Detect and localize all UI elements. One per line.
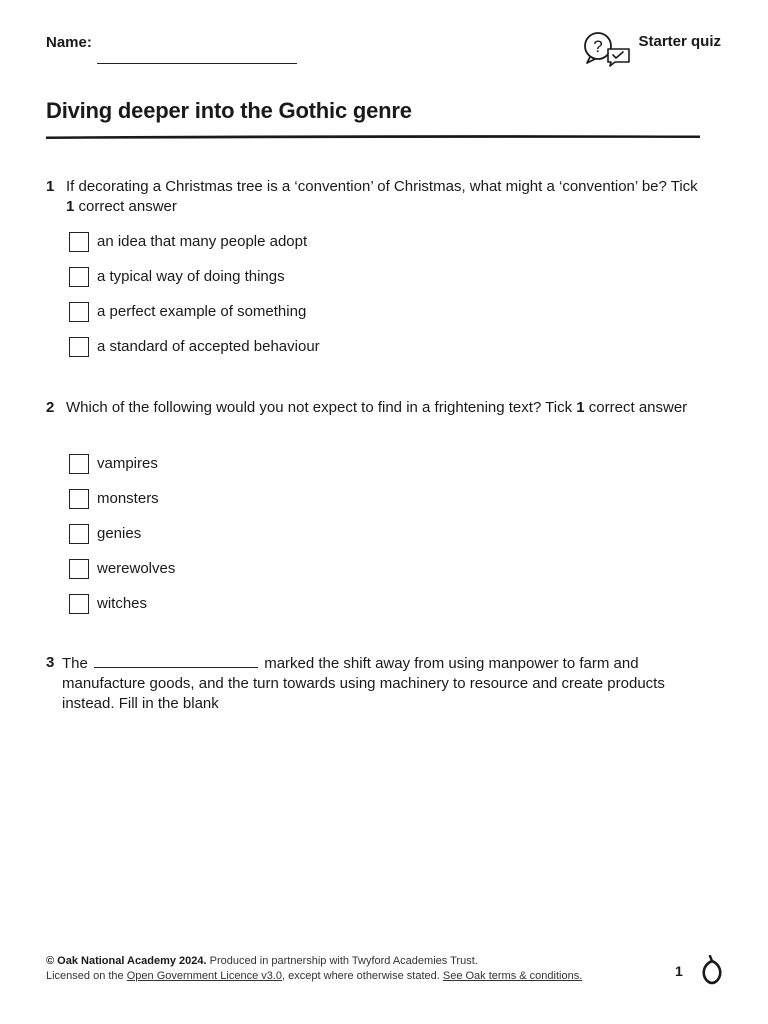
footer-licence: © Oak National Academy 2024. Produced in partnership with Twyford Academies Trust. Licensed on the Open Government Licence v3.0, except where otherwise stated. See Oak terms & conditions. (46, 955, 583, 982)
terms-link[interactable]: See Oak terms & conditions. (442, 970, 583, 982)
tick-box[interactable] (69, 302, 89, 322)
answer-option[interactable] (69, 224, 320, 259)
oak-acorn-logo-icon (700, 955, 724, 990)
tick-box[interactable] (69, 454, 89, 474)
question-3 (46, 653, 706, 714)
answer-option[interactable] (69, 516, 175, 551)
tick-box[interactable] (69, 337, 89, 357)
question-text: The marked the shift away from using manpower to farm and manufacture goods, and the turn towards using machinery to resource and create products instead. Fill in the blank (62, 655, 665, 712)
question-text: If decorating a Christmas tree is a ‘convention’ of Christmas, what might a ‘convention’ be? Tick 1 correct answer (66, 178, 698, 215)
question-1-options (69, 224, 320, 364)
title-underline (46, 133, 700, 139)
tick-box[interactable] (69, 594, 89, 614)
option-label: genies (97, 525, 142, 542)
option-label: an idea that many people adopt (97, 233, 308, 250)
quiz-label: Starter quiz (638, 33, 721, 50)
question-text: Which of the following would you not expect to find in a frightening text? Tick 1 correct answer (66, 399, 688, 416)
answer-option[interactable] (69, 259, 320, 294)
tick-box[interactable] (69, 489, 89, 509)
question-2-options (69, 446, 175, 621)
question-number: 3 (46, 654, 55, 671)
option-label: vampires (97, 455, 158, 472)
page-number: 1 (675, 963, 683, 979)
question-check-chat-icon (582, 30, 632, 73)
answer-option[interactable] (69, 294, 320, 329)
question-number: 2 (46, 399, 55, 416)
answer-option[interactable] (69, 551, 175, 586)
answer-option[interactable] (69, 446, 175, 481)
question-2 (46, 398, 706, 418)
tick-box[interactable] (69, 267, 89, 287)
option-label: witches (97, 595, 148, 612)
svg-text:?: ? (593, 37, 604, 56)
answer-option[interactable] (69, 481, 175, 516)
fill-in-blank[interactable] (94, 653, 258, 668)
name-label: Name: (46, 34, 92, 51)
quiz-type-tag (582, 30, 721, 73)
option-label: a typical way of doing things (97, 268, 285, 285)
name-field[interactable] (97, 63, 297, 64)
option-label: a standard of accepted behaviour (97, 338, 320, 355)
option-label: a perfect example of something (97, 303, 307, 320)
option-label: monsters (97, 490, 159, 507)
question-1 (46, 177, 706, 217)
tick-box[interactable] (69, 524, 89, 544)
answer-option[interactable] (69, 329, 320, 364)
tick-box[interactable] (69, 559, 89, 579)
question-number: 1 (46, 178, 55, 195)
answer-option[interactable] (69, 586, 175, 621)
licence-link[interactable]: Open Government Licence v3.0 (126, 970, 283, 982)
page-title: Diving deeper into the Gothic genre (46, 98, 412, 123)
option-label: werewolves (97, 560, 176, 577)
tick-box[interactable] (69, 232, 89, 252)
